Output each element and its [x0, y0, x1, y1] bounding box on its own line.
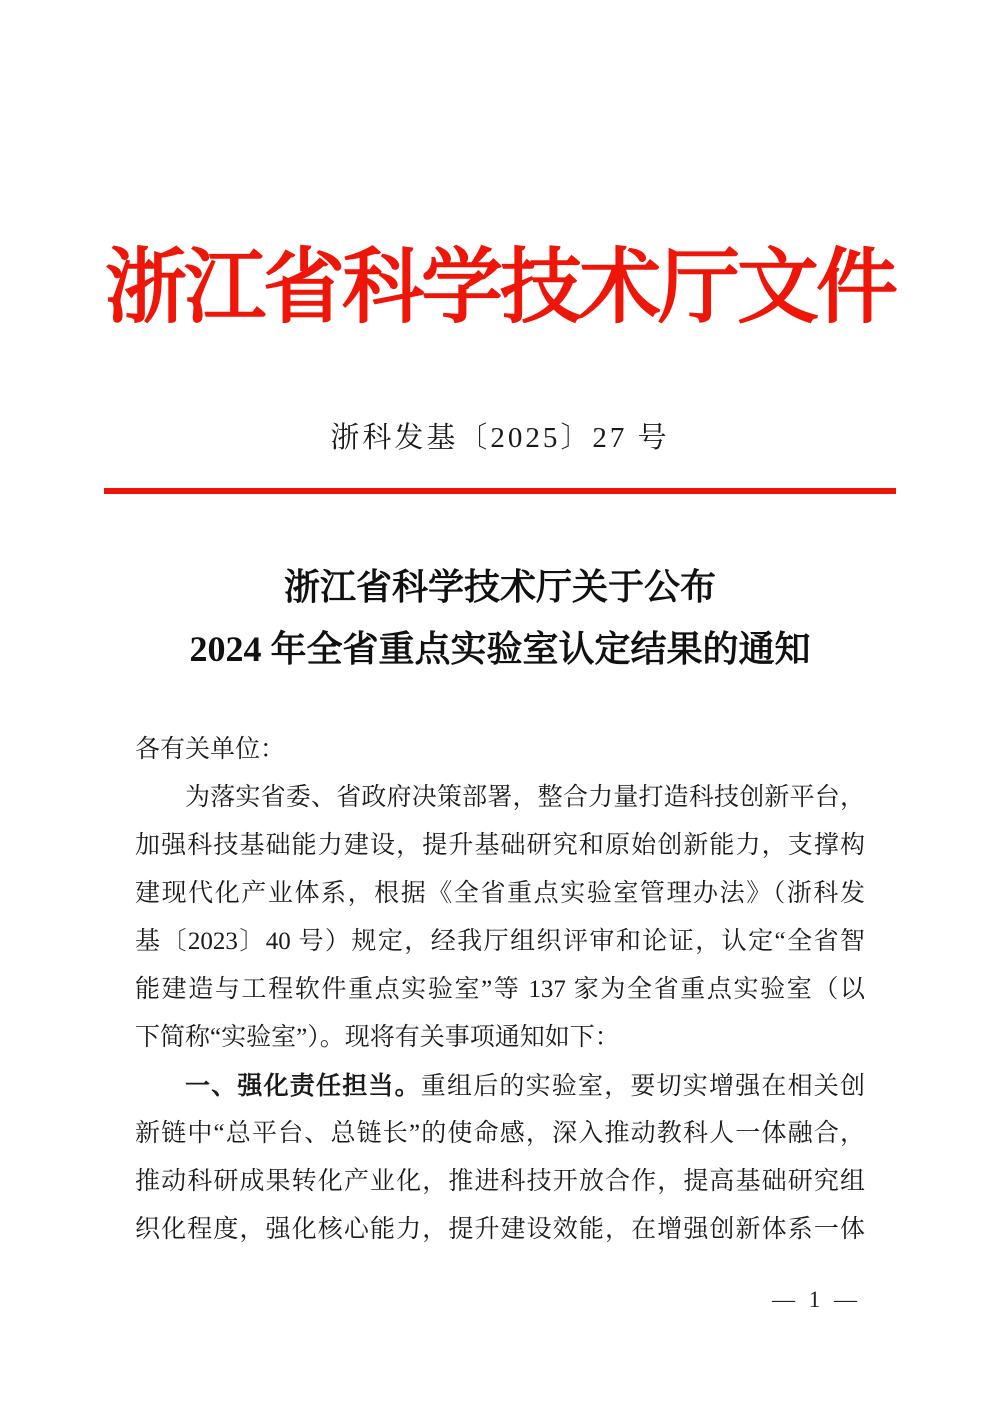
document-title-line-1: 浙江省科学技术厅关于公布 — [283, 567, 716, 607]
body-line: 为落实省委、省政府决策部署，整合力量打造科技创新平台， — [185, 784, 865, 811]
body-line: 织化程度，强化核心能力，提升建设效能，在增强创新体系一体 — [135, 1216, 865, 1243]
document-number: 浙科发基〔2025〕27 号 — [330, 422, 670, 454]
body-line: 加强科技基础能力建设，提升基础研究和原始创新能力，支撑构 — [135, 832, 865, 859]
body-line: 建现代化产业体系，根据《全省重点实验室管理办法》（浙科发 — [135, 880, 865, 907]
body-line: 基〔2023〕40 号）规定，经我厅组织评审和论证，认定“全省智 — [135, 928, 865, 955]
body-line-text: 重组后的实验室，要切实增强在相关创 — [420, 1073, 865, 1100]
body-line — [135, 1062, 865, 1110]
body-line: 下简称“实验室”）。现将有关事项通知如下： — [135, 1024, 620, 1051]
section-heading-bold: 一、强化责任担当。 — [185, 1072, 421, 1100]
document-title — [0, 556, 1000, 680]
agency-header-title: 浙江省科学技术厅文件 — [104, 242, 895, 333]
red-divider-line — [104, 488, 896, 494]
body-line: 推动科研成果转化产业化，推进科技开放合作，提高基础研究组 — [135, 1168, 865, 1195]
document-title-line-2: 2024 年全省重点实验室认定结果的通知 — [189, 629, 811, 669]
salutation: 各有关单位： — [135, 736, 286, 763]
body-line: 能建造与工程软件重点实验室”等 137 家为全省重点实验室（以 — [135, 976, 865, 1003]
body-line: 新链中“总平台、总链长”的使命感，深入推动教科人一体融合， — [135, 1120, 865, 1147]
page-number: — 1 — — [772, 1287, 861, 1312]
document-body — [135, 726, 865, 1254]
